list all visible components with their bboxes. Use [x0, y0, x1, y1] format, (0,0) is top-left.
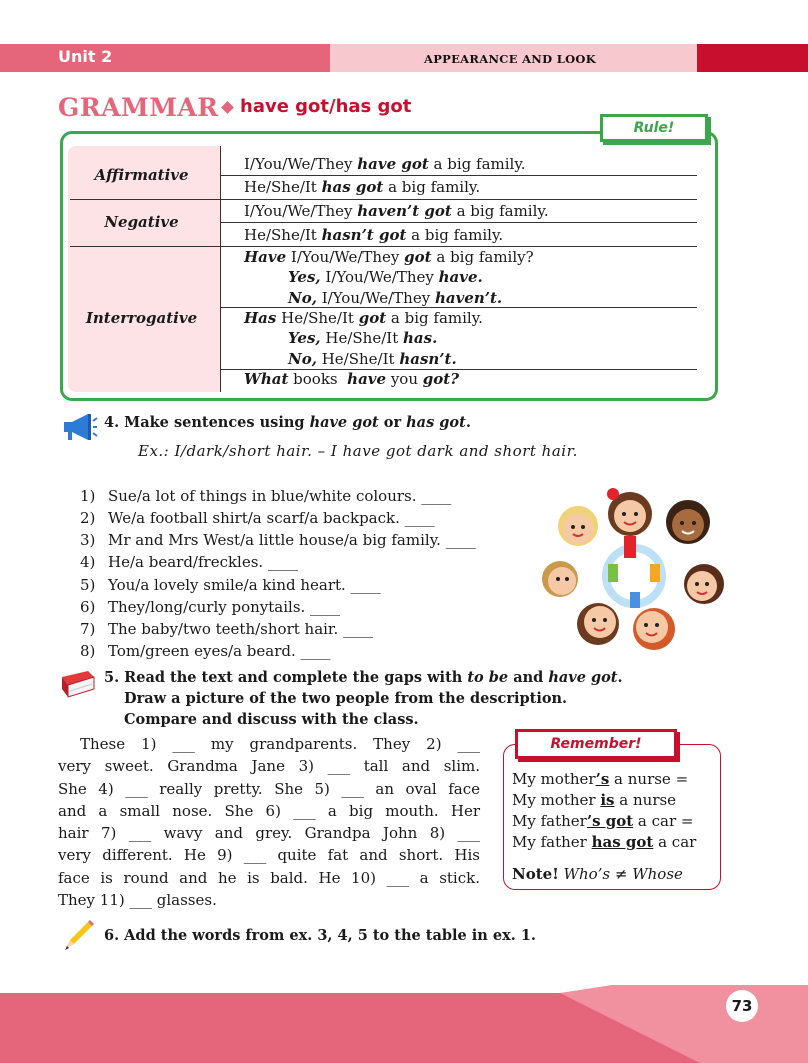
page-number: 73 [726, 990, 758, 1022]
text-line: very sweet. Grandma Jane 3) ___ tall and slim. [58, 757, 480, 776]
item-text: They/long/curly ponytails. ____ [108, 598, 341, 616]
exercise-4-item [80, 642, 331, 660]
text-line: very different. He 9) ___ quite fat and short. His [58, 846, 480, 865]
book-icon [58, 669, 98, 699]
text-line: She 4) ___ really pretty. She 5) ___ an oval face [58, 779, 480, 798]
item-number: 8) [80, 642, 96, 660]
exercise-4-item [80, 553, 298, 571]
exercise-4-item [80, 598, 340, 616]
item-number: 7) [80, 620, 96, 638]
grammar-topic: have got/has got [240, 96, 412, 117]
unit-label: Unit 2 [58, 47, 113, 66]
answer-plural-no: No, I/You/We/They haven’t. [288, 289, 503, 307]
table-rule [70, 199, 697, 200]
item-text: He/a beard/freckles. ____ [108, 553, 298, 571]
text-line: They 11) ___ glasses. [58, 891, 217, 910]
table-divider [220, 146, 221, 392]
exercise-6-title: 6. Add the words from ex. 3, 4, 5 to the table in ex. 1. [104, 927, 536, 944]
diamond-bullet-icon [221, 101, 234, 114]
remember-line-3: My father’s got a car = [512, 812, 694, 830]
negative-plural: I/You/We/They haven’t got a big family. [244, 202, 549, 220]
item-number: 3) [80, 531, 96, 549]
item-number: 2) [80, 509, 96, 527]
exercise-5-instruction-3: Compare and discuss with the class. [124, 711, 419, 728]
exercise-4-item [80, 509, 435, 527]
item-number: 6) [80, 598, 96, 616]
text-line: These 1) ___ my grandparents. They 2) ___ [80, 735, 480, 753]
question-singular: Has He/She/It got a big family. [244, 309, 483, 327]
exercise-4-item [80, 531, 476, 549]
exercise-4-item [80, 576, 381, 594]
table-rule [221, 175, 697, 176]
item-text: We/a football shirt/a scarf/a backpack. ____ [108, 509, 435, 527]
megaphone-icon [62, 411, 98, 443]
item-number: 4) [80, 553, 96, 571]
footer-band [0, 985, 808, 1063]
item-number: 1) [80, 487, 96, 505]
label-affirmative: Affirmative [94, 166, 189, 184]
question-plural: Have I/You/We/They got a big family? [244, 248, 534, 266]
exercise-4-item [80, 487, 451, 505]
table-rule [221, 222, 697, 223]
remember-line-1: My mother’s a nurse = [512, 770, 689, 788]
remember-line-2: My mother is a nurse [512, 791, 677, 809]
answer-plural-yes: Yes, I/You/We/They have. [288, 268, 483, 286]
exercise-5-text [58, 733, 480, 911]
affirmative-plural: I/You/We/They have got a big family. [244, 155, 526, 173]
children-circle-illustration [538, 484, 726, 652]
pencil-icon [60, 918, 96, 954]
label-interrogative: Interrogative [85, 309, 198, 327]
exercise-4-title: 4. Make sentences using have got or has got. [104, 414, 471, 431]
wh-question: What books have you got? [244, 370, 459, 388]
grammar-heading: GRAMMAR [58, 93, 219, 122]
chapter-title: APPEARANCE AND LOOK [423, 52, 597, 66]
item-text: Sue/a lot of things in blue/white colours. ____ [108, 487, 452, 505]
negative-singular: He/She/It hasn’t got a big family. [244, 226, 504, 244]
exercise-5-title: 5. Read the text and complete the gaps with to be and have got. [104, 669, 623, 686]
item-text: Mr and Mrs West/a little house/a big family. ____ [108, 531, 476, 549]
text-line: face is round and he is bald. He 10) ___ a stick. [58, 868, 480, 887]
remember-note: Note! Who’s ≠ Whose [512, 865, 683, 883]
item-number: 5) [80, 576, 96, 594]
label-negative: Negative [104, 213, 179, 231]
text-line: hair 7) ___ wavy and grey. Grandpa John 8) ___ [58, 824, 480, 843]
affirmative-singular: He/She/It has got a big family. [244, 178, 481, 196]
remember-line-4: My father has got a car [512, 833, 697, 851]
header-band-right [697, 44, 808, 72]
remember-tag: Remember! [515, 729, 677, 759]
table-rule [221, 307, 697, 308]
answer-singular-yes: Yes, He/She/It has. [288, 329, 438, 347]
exercise-5-instruction-2: Draw a picture of the two people from the description. [124, 690, 568, 707]
item-text: Tom/green eyes/a beard. ____ [108, 642, 331, 660]
table-rule [70, 246, 697, 247]
item-text: You/a lovely smile/a kind heart. ____ [108, 576, 381, 594]
exercise-4-example: Ex.: I/dark/short hair. – I have got dark and short hair. [138, 442, 578, 460]
exercise-4-item [80, 620, 373, 638]
item-text: The baby/two teeth/short hair. ____ [108, 620, 373, 638]
text-line: and a small nose. She 6) ___ a big mouth. Her [58, 801, 480, 820]
header-band-left [0, 44, 335, 72]
rule-tag: Rule! [600, 114, 708, 142]
answer-singular-no: No, He/She/It hasn’t. [288, 350, 457, 368]
